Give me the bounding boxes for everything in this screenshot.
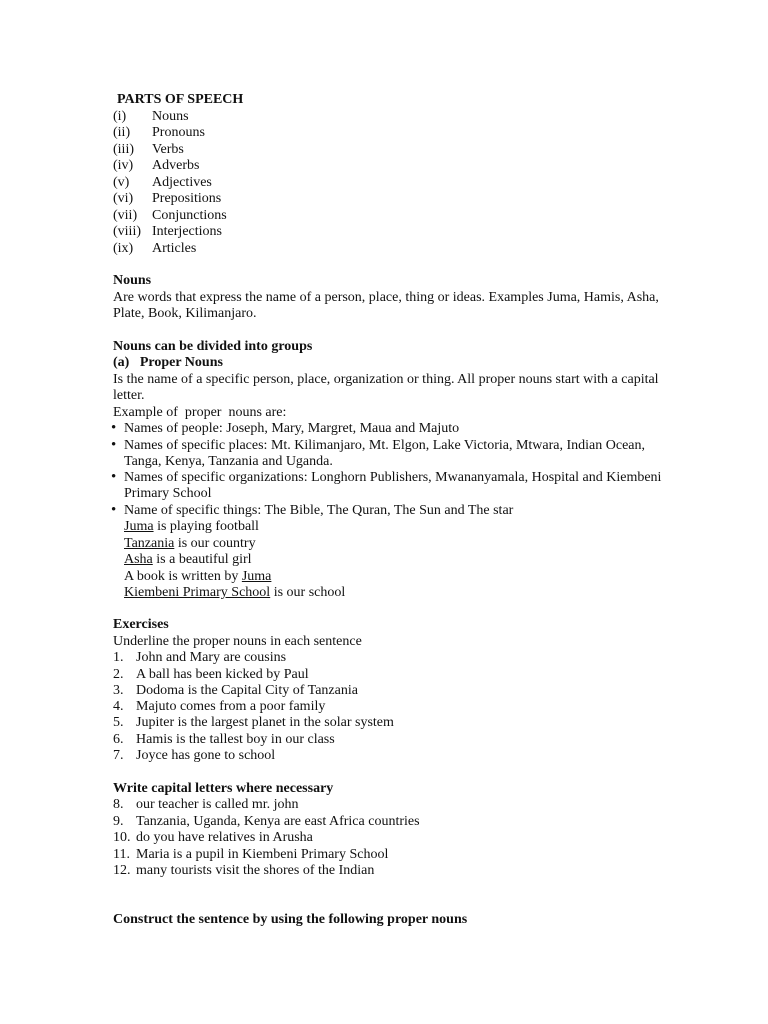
exercises-heading: Exercises [113, 617, 169, 632]
proper-nouns-definition-line: letter. [113, 388, 145, 403]
bullet-icon: • [111, 420, 117, 436]
proper-noun: Juma [124, 519, 154, 534]
page-title: PARTS OF SPEECH [117, 92, 244, 107]
nouns-definition-line: Plate, Book, Kilimanjaro. [113, 306, 257, 321]
proper-noun: Asha [124, 552, 153, 567]
bullet-icon: • [111, 502, 117, 518]
proper-nouns-definition-line: Is the name of a specific person, place, organization or thing. All proper nouns start with a capital [113, 372, 659, 387]
example-sentence: A book is written by Juma [124, 569, 272, 584]
proper-noun: Tanzania [124, 536, 175, 551]
proper-noun: Kiembeni Primary School [124, 585, 271, 600]
capitals-heading: Write capital letters where necessary [113, 781, 334, 796]
example-sentence: Asha is a beautiful girl [124, 552, 252, 567]
nouns-heading: Nouns [113, 273, 152, 288]
construct-heading: Construct the sentence by using the following proper nouns [113, 912, 468, 927]
example-sentence: Kiembeni Primary School is our school [124, 585, 346, 600]
example-sentence: Juma is playing football [124, 519, 259, 534]
proper-nouns-heading: (a) Proper Nouns [113, 355, 223, 370]
example-intro: Example of proper nouns are: [113, 405, 287, 420]
bullet-icon: • [111, 469, 117, 485]
bullet-icon: • [111, 437, 117, 453]
example-sentence: Tanzania is our country [124, 536, 256, 551]
nouns-definition-line: Are words that express the name of a person, place, thing or ideas. Examples Juma, Hamis, Asha, [113, 290, 659, 305]
exercises-instruction: Underline the proper nouns in each sentence [113, 634, 362, 649]
proper-noun: Juma [241, 569, 272, 584]
groups-heading: Nouns can be divided into groups [113, 339, 313, 354]
